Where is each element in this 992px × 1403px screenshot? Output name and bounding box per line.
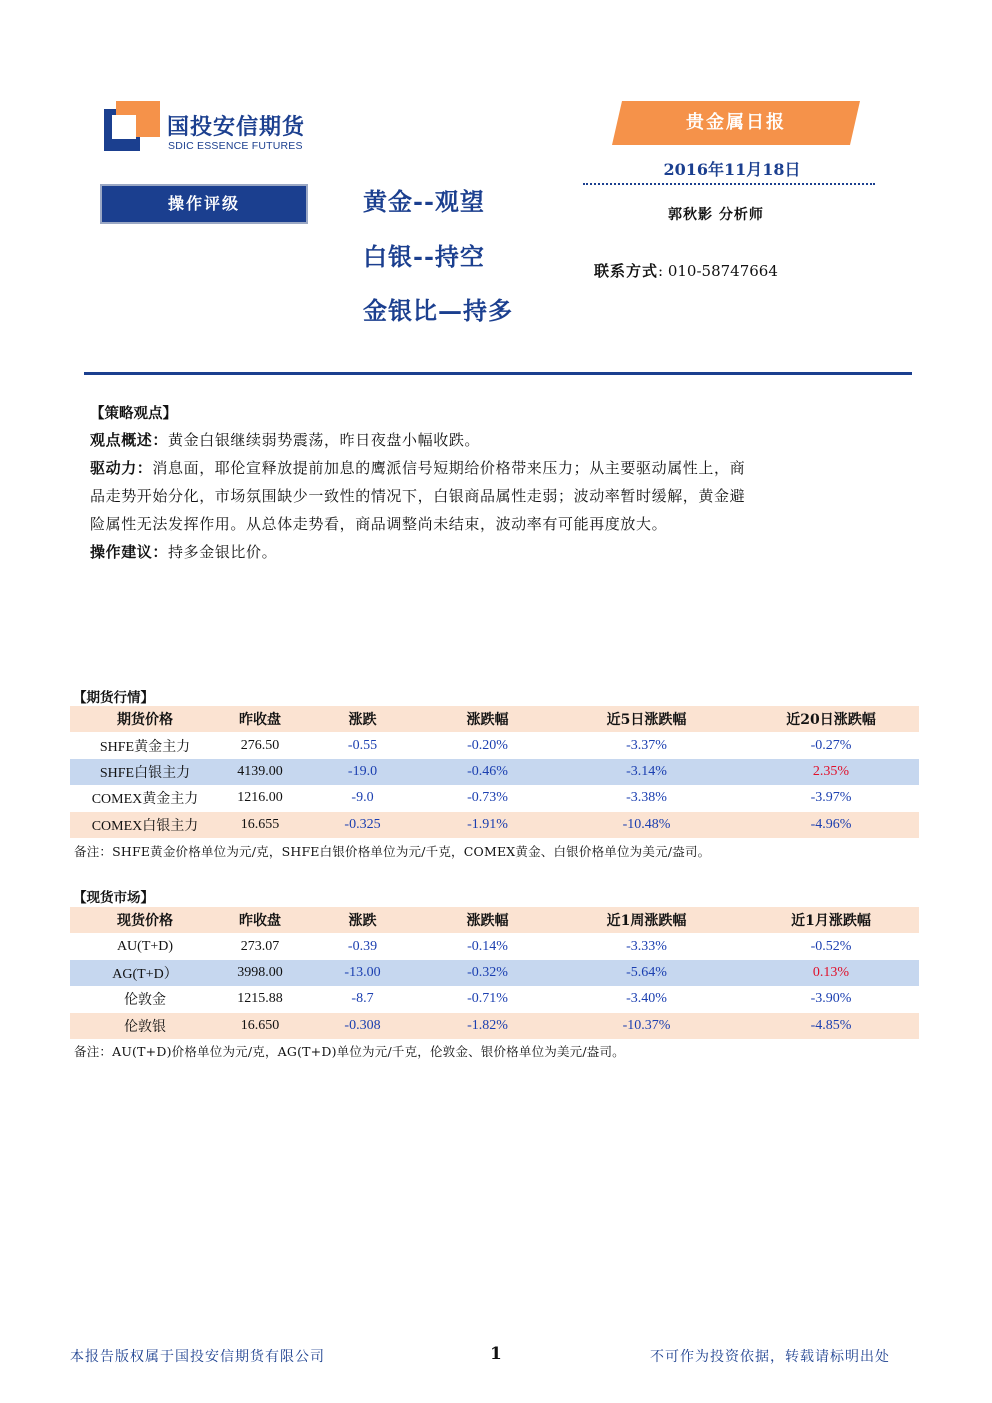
logo-english-name: SDIC ESSENCE FUTURES — [168, 140, 303, 152]
section-divider — [84, 372, 912, 375]
table-row — [70, 1013, 919, 1039]
table-cell: 276.50 — [240, 737, 280, 753]
table-cell: -4.96% — [810, 816, 852, 832]
table-cell: -0.27% — [810, 737, 852, 753]
column-header: 昨收盘 — [239, 913, 281, 930]
spot-table — [70, 907, 919, 1039]
table-cell: -8.7 — [351, 991, 374, 1007]
table-cell: 16.650 — [240, 1017, 280, 1033]
table-cell: -0.71% — [467, 991, 508, 1007]
overview-label: 观点概述： — [90, 431, 169, 449]
table-cell: -3.38% — [626, 790, 667, 806]
table-cell: -0.308 — [344, 1017, 381, 1033]
strategy-overview — [90, 426, 900, 454]
table-cell: -10.48% — [622, 816, 671, 832]
advice-label: 操作建议： — [90, 543, 169, 561]
table-cell: -3.97% — [810, 790, 852, 806]
table-row — [70, 960, 919, 986]
spot-table-note: 备注：AU(T+D)价格单位为元/克，AG(T+D)单位为元/千克，伦敦金、银价格单位为美元/盎司。 — [74, 1044, 625, 1059]
futures-table-note: 备注：SHFE黄金价格单位为元/克，SHFE白银价格单位为元/千克，COMEX黄金、白银价格单位为美元/盎司。 — [74, 844, 711, 859]
futures-table-title: 【期货行情】 — [73, 690, 154, 706]
column-header: 近20日涨跌幅 — [786, 712, 876, 729]
logo-chinese-name: 国投安信期货 — [167, 115, 306, 140]
table-cell: -0.52% — [810, 938, 852, 954]
report-title: 贵金属日报 — [686, 112, 786, 133]
column-header: 现货价格 — [117, 913, 173, 930]
footer-disclaimer: 不可作为投资依据，转载请标明出处 — [650, 1349, 890, 1365]
table-cell: 3998.00 — [237, 964, 283, 980]
strategy-advice — [90, 538, 900, 566]
spot-table-title: 【现货市场】 — [73, 890, 154, 906]
footer-copyright: 本报告版权属于国投安信期货有限公司 — [70, 1349, 325, 1365]
column-header: 近1月涨跌幅 — [791, 913, 871, 930]
column-header: 涨跌 — [348, 913, 377, 930]
driver-text-line-3: 险属性无法发挥作用。从总体走势看，商品调整尚未结束，波动率有可能再度放大。 — [90, 515, 668, 533]
table-cell: -3.90% — [810, 991, 852, 1007]
table-cell: -19.0 — [347, 763, 378, 779]
table-cell: SHFE白银主力 — [99, 765, 191, 781]
table-cell: COMEX黄金主力 — [91, 792, 199, 808]
driver-label: 驱动力： — [90, 459, 153, 477]
strategy-driver — [90, 454, 900, 538]
table-cell: 1215.88 — [237, 991, 283, 1007]
table-cell: -10.37% — [622, 1017, 671, 1033]
header-divider — [583, 183, 875, 185]
table-row — [70, 732, 919, 758]
table-row — [70, 812, 919, 838]
table-cell: -4.85% — [810, 1017, 852, 1033]
table-cell: SHFE黄金主力 — [99, 739, 191, 755]
table-cell: -0.46% — [467, 763, 508, 779]
futures-table — [70, 706, 919, 838]
table-cell: COMEX白银主力 — [91, 818, 199, 834]
contact-colon: : — [658, 262, 668, 280]
table-cell: -0.32% — [467, 964, 508, 980]
table-cell: -9.0 — [351, 790, 374, 806]
analyst-name: 郭秋影 分析师 — [668, 207, 764, 223]
table-cell: 273.07 — [240, 938, 280, 954]
column-header: 近1周涨跌幅 — [606, 913, 687, 930]
table-cell: -0.39 — [347, 938, 378, 954]
table-cell: -13.00 — [344, 964, 381, 980]
report-date: 2016年11月18日 — [663, 160, 801, 179]
table-cell: -5.64% — [626, 964, 667, 980]
contact-info — [594, 260, 778, 281]
table-cell: 伦敦金 — [124, 993, 166, 1009]
table-cell: 1216.00 — [237, 790, 283, 806]
table-cell: -0.325 — [344, 816, 381, 832]
company-logo-icon — [104, 101, 160, 151]
table-cell: -3.14% — [626, 763, 667, 779]
overview-text: 黄金白银继续弱势震荡，昨日夜盘小幅收跌。 — [168, 431, 481, 449]
table-cell: 4139.00 — [237, 763, 283, 779]
table-cell: 伦敦银 — [124, 1019, 166, 1035]
table-cell: -1.91% — [467, 816, 508, 832]
driver-text-line-1: 消息面，耶伦宣释放提前加息的鹰派信号短期给价格带来压力；从主要驱动属性上，商 — [152, 459, 746, 477]
column-header: 近5日涨跌幅 — [606, 712, 687, 729]
table-cell: AU(T+D) — [116, 938, 174, 954]
table-cell: -3.37% — [626, 737, 667, 753]
table-row — [70, 759, 919, 785]
advice-text: 持多金银比价。 — [168, 543, 278, 561]
operation-rating-label: 操作评级 — [100, 184, 308, 224]
contact-phone: 010-58747664 — [667, 262, 778, 280]
rating-silver: 白银--持空 — [363, 242, 485, 271]
spot-header-row — [70, 907, 919, 933]
table-cell: -3.33% — [626, 938, 667, 954]
column-header: 涨跌幅 — [466, 913, 509, 930]
table-cell: -0.55 — [347, 737, 378, 753]
table-cell: -0.20% — [467, 737, 508, 753]
futures-header-row — [70, 706, 919, 732]
rating-gold: 黄金--观望 — [363, 187, 485, 216]
table-cell: 2.35% — [812, 763, 850, 779]
column-header: 昨收盘 — [239, 712, 281, 729]
table-cell: -0.73% — [467, 790, 508, 806]
table-row — [70, 933, 919, 959]
page-number: 1 — [490, 1344, 502, 1364]
table-cell: 16.655 — [240, 816, 280, 832]
rating-gold-silver-ratio: 金银比—持多 — [363, 296, 513, 325]
table-cell: -0.14% — [467, 938, 508, 954]
column-header: 涨跌 — [348, 712, 377, 729]
table-cell: -3.40% — [626, 991, 667, 1007]
driver-text-line-2: 品走势开始分化，市场氛围缺少一致性的情况下，白银商品属性走弱；波动率暂时缓解，黄金避 — [90, 487, 746, 505]
column-header: 期货价格 — [117, 712, 173, 729]
report-title-banner — [612, 101, 860, 145]
table-row — [70, 785, 919, 811]
table-cell: 0.13% — [812, 964, 850, 980]
table-cell: -1.82% — [467, 1017, 508, 1033]
column-header: 涨跌幅 — [466, 712, 509, 729]
strategy-title: 【策略观点】 — [90, 405, 177, 422]
table-cell: AG(T+D） — [112, 966, 178, 982]
table-row — [70, 986, 919, 1012]
contact-label: 联系方式 — [594, 262, 659, 280]
